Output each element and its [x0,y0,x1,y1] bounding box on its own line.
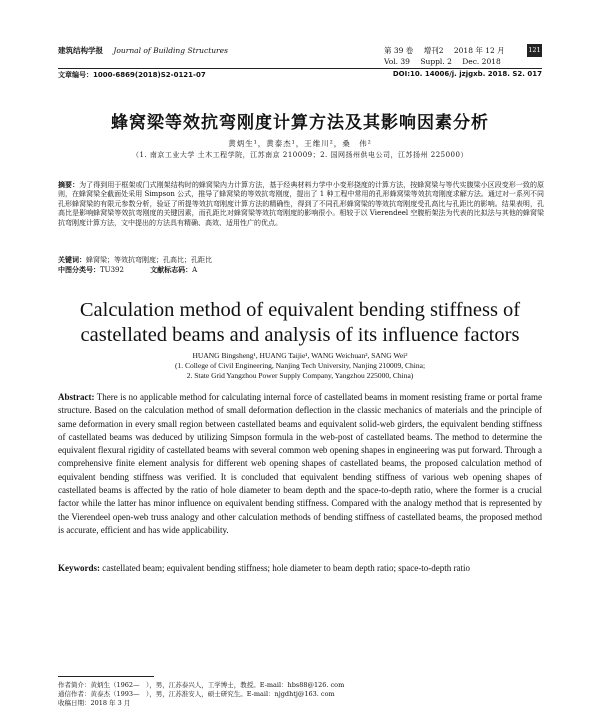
english-abstract [58,391,542,537]
classification-line [58,265,542,275]
page-number: 121 [527,44,542,57]
journal-name-en: Journal of Building Structures [113,46,228,55]
header-rule [58,68,542,69]
doc-code-value: A [192,266,198,274]
english-title-line2: castellated beams and analysis of its influence factors [80,324,520,346]
footnote-received-date: 收稿日期：2018 年 3 月 [58,699,131,707]
english-keywords-text: castellated beam; equivalent bending stiffness; hole diameter to beam depth ratio; space-to-depth ratio [102,563,470,573]
chinese-affiliations: （1. 南京工业大学 土木工程学院，江苏南京 210009；2. 国网扬州供电公司，江苏扬州 225000） [132,151,468,159]
doc-code-label: 文献标志码： [150,266,193,274]
issue-en: Suppl. 2 [420,57,452,66]
english-title-line1: Calculation method of equivalent bending stiffness of [79,299,521,321]
chinese-abstract-label: 摘要： [58,181,80,189]
footnote-corresponding-author: 通信作者：黄泰杰（1993— ），男，江苏淮安人，硕士研究生。E-mail：njgdhtj@163. com [58,690,335,698]
chinese-keywords-text: 蜂窝梁；等效抗弯刚度；孔高比；孔距比 [86,256,212,264]
date-en: Dec. 2018 [462,57,501,66]
english-abstract-label: Abstract: [58,392,95,402]
volume-en: Vol. 39 [384,57,410,66]
chinese-abstract [58,181,544,228]
clc-value: TU392 [100,266,124,274]
date-cn: 2018 年 12 月 [453,46,505,55]
english-authors: HUANG Bingsheng¹, HUANG Taijie¹, WANG Weichuan², SANG Wei² [192,351,408,360]
volume-cn: 第 39 卷 [384,46,414,55]
chinese-abstract-text: 为了得到用于框架或门式刚架结构时的蜂窝梁内力计算方法，基于经典材料力学中小变形挠度的计算方法，按蜂窝梁与等代实腹梁小区段变形一致的原则，在蜂窝梁全截面处采用 Simpson 公式，推导了蜂窝梁的等效抗弯刚度，提出了 1 种工程中常用的孔形蜂窝梁等效抗弯刚度求解方法。通过对一系列不同孔形蜂窝梁的有限元参数分析，验证了所提等效抗弯刚度计算方法的精确性，得到了不同孔形蜂窝梁的等效抗弯刚度受孔高比与孔距比的影响。结果表明，孔高比是影响蜂窝梁等效抗弯刚度的关键因素，而孔距比对蜂窝梁等效抗弯刚度的影响很小。相较于以 Vierendeel 空腹桁架法为代表的比拟法与其他的蜂窝梁抗弯刚度计算方法，文中提出的方法具有精确、高效、适用性广的优点。 [58,181,545,227]
chinese-title: 蜂窝梁等效抗弯刚度计算方法及其影响因素分析 [111,113,489,133]
footnote-author-bio: 作者简介：黄炳生（1962— ），男，江苏泰兴人，工学博士，教授。E-mail：hbs88@126. com [58,681,345,689]
article-number: 文章编号：1000-6869(2018)S2-0121-07 [58,71,206,79]
journal-name-cn: 建筑结构学报 [58,46,103,55]
issue-cn: 增刊2 [423,46,444,55]
running-header-right [384,45,544,67]
english-title [58,298,542,348]
chinese-keywords [58,255,542,265]
running-header-left [58,45,318,56]
chinese-keywords-label: 关键词： [58,256,86,264]
english-keywords [58,563,542,573]
chinese-authors: 黄炳生¹，黄泰杰¹，王维川²，桑 伟² [228,139,372,148]
footnotes [58,681,542,708]
english-abstract-text: There is no applicable method for calculating internal force of castellated beams in moment resisting frame or portal frame structure. Based on the calculation method of small deformation deflection in the classic mechanics of materials and the principle of same deformation in every small region between castellated beams and equivalent solid-web girders, the equivalent bending stiffness of castellated beams was deduced by utilizing Simpson formula in the web-post of castellated beams. The method to determine the equivalent flexural rigidity of castellated beams with several common web opening shapes in engineering was put forward. Through a comprehensive finite element analysis for different web opening shapes of castellated beams, the proposed calculation method of equivalent bending stiffness was verified. It is concluded that equivalent bending stiffness of various web opening shapes of castellated beams is affected by the ratio of hole diameter to beam depth and the space-to-depth ratio, where the former is a crucial factor while the latter has minor influence on equivalent bending stiffness. Compared with the analogy method that is represented by the Vierendeel open-web truss analogy and other calculation methods of bending stiffness of castellated beams, the proposed method is accurate, efficient and has wide applicability. [58,392,542,535]
doi: DOI:10. 14006/j. jzjgxb. 2018. S2. 017 [392,70,542,78]
footnote-rule [58,676,154,677]
clc-label: 中图分类号： [58,266,100,274]
english-keywords-label: Keywords: [58,563,100,573]
english-affiliation-2: 2. State Grid Yangzhou Power Supply Company, Yangzhou 225000, China) [186,371,414,380]
english-affiliation-1: (1. College of Civil Engineering, Nanjing Tech University, Nanjing 210009, China; [174,361,426,370]
